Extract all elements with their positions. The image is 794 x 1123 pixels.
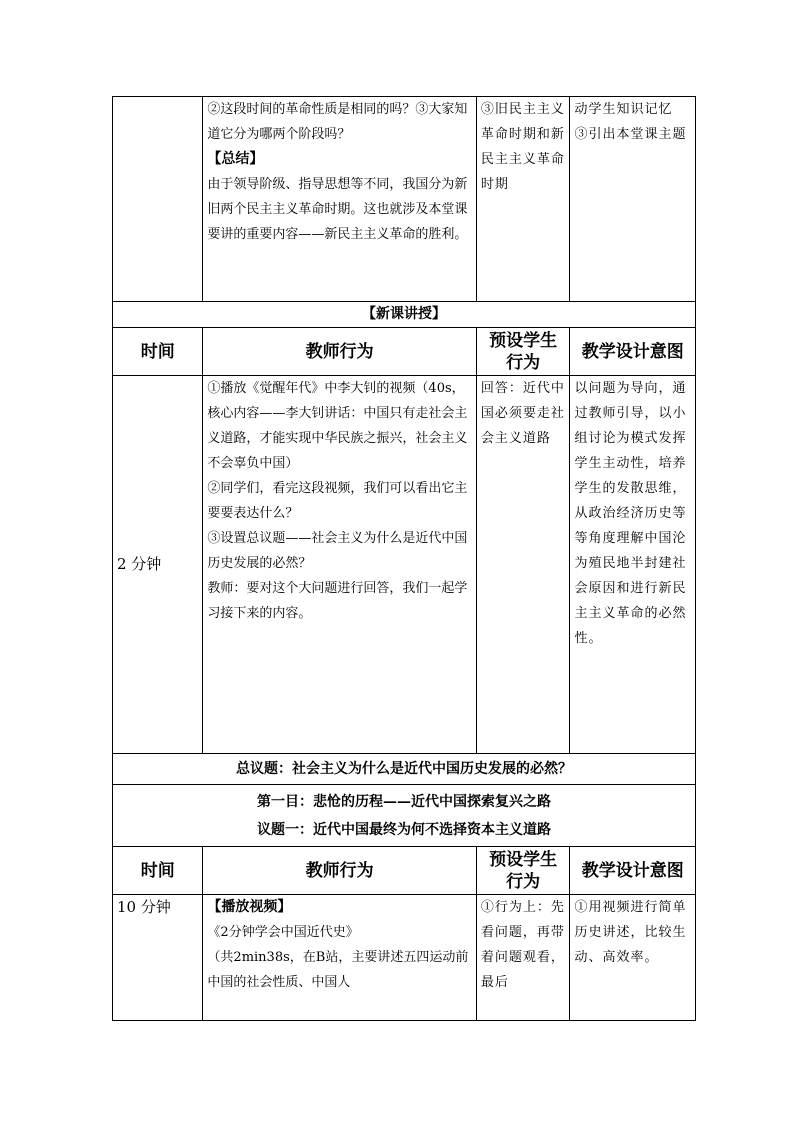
header-teacher: 教师行为	[203, 328, 476, 376]
intro-student-text: ③旧民主主义革命时期和新民主主义革命时期	[480, 102, 565, 192]
row1-intent-cell	[570, 376, 696, 754]
row2-intent-cell	[570, 895, 696, 1021]
row2-time: 10 分钟	[113, 895, 203, 1021]
row1-teacher-text-1: ①播放《觉醒年代》中李大钊的视频（40s，核心内容——李大钊讲话：中国只有走社会主义道路，才能实现中华民族之振兴，社会主义不会辜负中国）	[207, 381, 468, 471]
lesson-plan-table	[112, 96, 696, 1021]
row2-student-text: ①行为上：先看问题，再带着问题观看，最后	[480, 900, 565, 990]
row1-time: 2 分钟	[113, 376, 203, 754]
row1-teacher-cell	[203, 376, 476, 754]
intro-intent-cell	[570, 97, 696, 302]
intro-intent-text-2: ③引出本堂课主题	[574, 127, 687, 142]
intro-question-text: ②这段时间的革命性质是相同的吗？③大家知道它分为哪两个阶段吗？	[207, 102, 468, 142]
header2-time: 时间	[113, 847, 203, 895]
row1-teacher-text-2: ②同学们，看完这段视频，我们可以看出它主要要表达什么？	[207, 481, 468, 521]
row2-intent-text: ①用视频进行简单历史讲述，比较生动、高效率。	[574, 900, 687, 965]
section-new-title: 【新课讲授】	[113, 302, 696, 328]
video-title: 《2分钟学会中国近代史》	[207, 925, 359, 940]
row2-teacher-cell	[203, 895, 476, 1021]
summary-heading: 【总结】	[207, 151, 264, 167]
row1-teacher-text-3: ③设置总议题——社会主义为什么是近代中国历史发展的必然？	[207, 531, 468, 571]
row1-student-cell	[476, 376, 570, 754]
header2-student: 预设学生行为	[476, 847, 570, 895]
intro-intent-text-1: 动学生知识记忆	[574, 102, 673, 117]
row2-student-cell	[476, 895, 570, 1021]
intro-row	[113, 97, 696, 302]
header2-intent: 教学设计意图	[570, 847, 696, 895]
chapter-title: 第一目：悲怆的历程——近代中国探索复兴之路	[257, 793, 551, 810]
header-row-1	[113, 328, 696, 376]
play-video-heading: 【播放视频】	[207, 899, 292, 915]
summary-text: 由于领导阶级、指导思想等不同，我国分为新旧两个民主主义革命时期。这也就涉及本堂课要讲的重要内容——新民主主义革命的胜利。	[207, 177, 468, 242]
row1-student-text: 回答：近代中国必须要走社会主义道路	[480, 381, 565, 446]
video-description: （共2min38s，在B站，主要讲述五四运动前中国的社会性质、中国人	[207, 950, 469, 990]
chapter-row	[113, 785, 696, 847]
row1-intent-text: 以问题为导向，通过教师引导，以小组讨论为模式发挥学生主动性，培养学生的发散思维，从政治经济历史等等角度理解中国沦为殖民地半封建社会原因和进行新民主主义革命的必然性。	[574, 381, 687, 646]
header-time: 时间	[113, 328, 203, 376]
header-student: 预设学生行为	[476, 328, 570, 376]
chapter-topic: 议题一：近代中国最终为何不选择资本主义道路	[257, 821, 551, 838]
header-intent: 教学设计意图	[570, 328, 696, 376]
intro-teacher-cell	[203, 97, 476, 302]
row1-teacher-text-4: 教师：要对这个大问题进行回答，我们一起学习接下来的内容。	[207, 581, 468, 621]
intro-student-cell	[476, 97, 570, 302]
header-row-2	[113, 847, 696, 895]
lesson-row-2	[113, 895, 696, 1021]
section-new-row	[113, 302, 696, 328]
overall-topic: 总议题：社会主义为什么是近代中国历史发展的必然？	[113, 754, 696, 785]
lesson-row-1	[113, 376, 696, 754]
chapter-cell	[113, 785, 696, 847]
intro-time-cell	[113, 97, 203, 302]
header2-teacher: 教师行为	[203, 847, 476, 895]
overall-topic-row	[113, 754, 696, 785]
